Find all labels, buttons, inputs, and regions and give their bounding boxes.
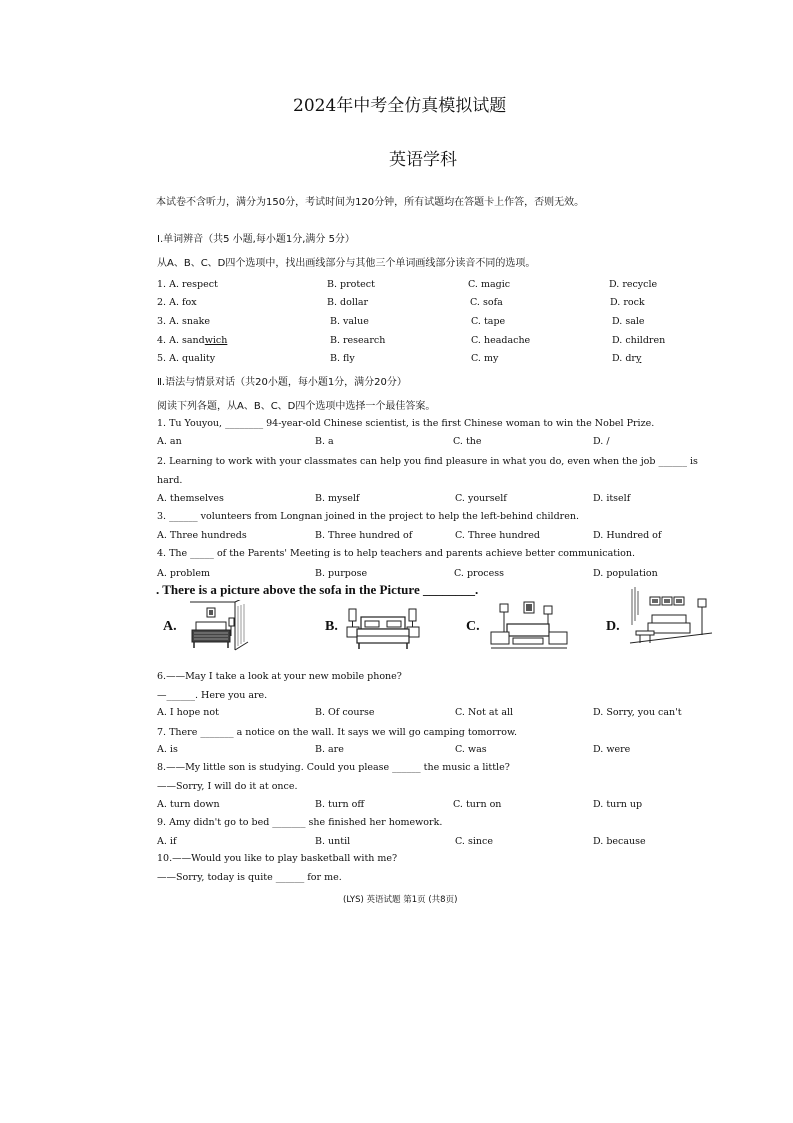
exam-title: 2024年中考全仿真模拟试题 xyxy=(293,96,507,116)
q9-b: B. until xyxy=(315,836,351,847)
q6-d: D. Sorry, you can't xyxy=(593,707,682,718)
q10-stem-line2: ——Sorry, today is quite ______ for me. xyxy=(157,872,342,883)
s1-q1-c: C. magic xyxy=(468,279,511,290)
s1-q4-d: D. children xyxy=(612,335,666,346)
s1-q5-a: 5. A. quality xyxy=(157,353,216,364)
q2-d: D. itself xyxy=(593,493,631,504)
q4-b: B. purpose xyxy=(315,568,368,579)
s1-q4-a xyxy=(157,335,227,346)
s1-q3-d: D. sale xyxy=(612,316,645,327)
q8-a: A. turn down xyxy=(157,799,220,810)
q2-c: C. yourself xyxy=(455,493,507,504)
q7-b: B. are xyxy=(315,744,344,755)
living-room-picture-c xyxy=(487,598,571,652)
section1-heading: Ⅰ.单词辨音（共5 小题,每小题1分,满分 5分） xyxy=(157,234,355,245)
q6-stem-line1: 6.——May I take a look at your new mobile phone? xyxy=(157,671,402,682)
q6-b: B. Of course xyxy=(315,707,375,718)
q9-d: D. because xyxy=(593,836,646,847)
s1-q2-c: C. sofa xyxy=(470,297,503,308)
q9-stem: 9. Amy didn't go to bed _______ she finished her homework. xyxy=(157,817,443,828)
bedroom-picture-b xyxy=(343,605,425,651)
living-room-picture-d xyxy=(628,585,714,651)
s1-q4-a-pre: 4. A. sand xyxy=(157,335,205,346)
s1-q3-c: C. tape xyxy=(471,316,506,327)
q1-c: C. the xyxy=(453,436,482,447)
exam-notice: 本试卷不含听力，满分为150分，考试时间为120分钟，所有试题均在答题卡上作答，否则无效。 xyxy=(156,197,585,208)
s1-q3-a: 3. A. snake xyxy=(157,316,211,327)
q10-stem-line1: 10.——Would you like to play basketball with me? xyxy=(157,853,398,864)
s1-q5-d xyxy=(612,353,641,364)
s1-q1-a: 1. A. respect xyxy=(157,279,218,290)
q7-stem: 7. There _______ a notice on the wall. It says we will go camping tomorrow. xyxy=(157,727,517,738)
q3-stem: 3. ______ volunteers from Longnan joined in the project to help the left-behind children. xyxy=(157,511,579,522)
bedroom-picture-a xyxy=(190,600,250,652)
q5-option-a-label: A. xyxy=(163,619,177,634)
q2-stem-line2: hard. xyxy=(157,475,183,486)
q3-b: B. Three hundred of xyxy=(315,530,413,541)
q1-stem: 1. Tu Youyou, ________ 94-year-old Chinese scientist, is the first Chinese woman to win the Nobel Prize. xyxy=(157,418,655,429)
q7-c: C. was xyxy=(455,744,487,755)
s1-q5-b: B. fly xyxy=(330,353,355,364)
s1-q2-d: D. rock xyxy=(610,297,645,308)
s1-q5-d-pre: D. dr xyxy=(612,353,636,364)
q9-c: C. since xyxy=(455,836,493,847)
s1-q4-c: C. headache xyxy=(471,335,531,346)
q3-d: D. Hundred of xyxy=(593,530,662,541)
q6-a: A. I hope not xyxy=(157,707,219,718)
q8-stem-line1: 8.——My little son is studying. Could you please ______ the music a little? xyxy=(157,762,510,773)
q5-option-c-label: C. xyxy=(466,619,480,634)
q8-stem-line2: ——Sorry, I will do it at once. xyxy=(157,781,298,792)
q8-d: D. turn up xyxy=(593,799,643,810)
q2-stem-line1: 2. Learning to work with your classmates can help you find pleasure in what you do, even when the job ______ is xyxy=(157,456,698,467)
q3-a: A. Three hundreds xyxy=(157,530,247,541)
q7-a: A. is xyxy=(157,744,178,755)
section2-heading: Ⅱ.语法与情景对话（共20小题，每小题1分，满分20分） xyxy=(157,377,407,388)
q7-d: D. were xyxy=(593,744,631,755)
q6-c: C. Not at all xyxy=(455,707,514,718)
q4-stem: 4. The _____ of the Parents' Meeting is to help teachers and parents achieve better communication. xyxy=(157,548,635,559)
s1-q4-b: B. research xyxy=(330,335,386,346)
section2-instruction: 阅读下列各题，从A、B、C、D四个选项中选择一个最佳答案。 xyxy=(157,401,436,412)
q1-d: D. / xyxy=(593,436,610,447)
q2-a: A. themselves xyxy=(157,493,224,504)
subject-title: 英语学科 xyxy=(389,150,457,170)
q5-option-d-label: D. xyxy=(606,619,620,634)
q5-stem: . There is a picture above the sofa in the Picture ________. xyxy=(156,582,479,597)
q4-a: A. problem xyxy=(157,568,210,579)
q6-stem-line2: —______. Here you are. xyxy=(157,690,268,701)
page-footer: (LYS) 英语试题 第1页 (共8页) xyxy=(343,895,458,905)
s1-q5-d-underlined: y xyxy=(635,353,642,364)
section1-instruction: 从A、B、C、D四个选项中，找出画线部分与其他三个单词画线部分读音不同的选项。 xyxy=(157,258,536,269)
s1-q4-a-underlined: wich xyxy=(204,335,228,346)
s1-q2-b: B. dollar xyxy=(327,297,369,308)
q1-b: B. a xyxy=(315,436,334,447)
s1-q5-c: C. my xyxy=(471,353,499,364)
q1-a: A. an xyxy=(157,436,182,447)
s1-q1-b: B. protect xyxy=(327,279,375,290)
s1-q2-a: 2. A. fox xyxy=(157,297,197,308)
q2-b: B. myself xyxy=(315,493,360,504)
q8-b: B. turn off xyxy=(315,799,365,810)
s1-q3-b: B. value xyxy=(330,316,369,327)
s1-q1-d: D. recycle xyxy=(609,279,658,290)
q9-a: A. if xyxy=(157,836,177,847)
q8-c: C. turn on xyxy=(453,799,502,810)
q4-c: C. process xyxy=(454,568,505,579)
q4-d: D. population xyxy=(593,568,658,579)
q3-c: C. Three hundred xyxy=(455,530,540,541)
q5-option-b-label: B. xyxy=(325,619,338,634)
